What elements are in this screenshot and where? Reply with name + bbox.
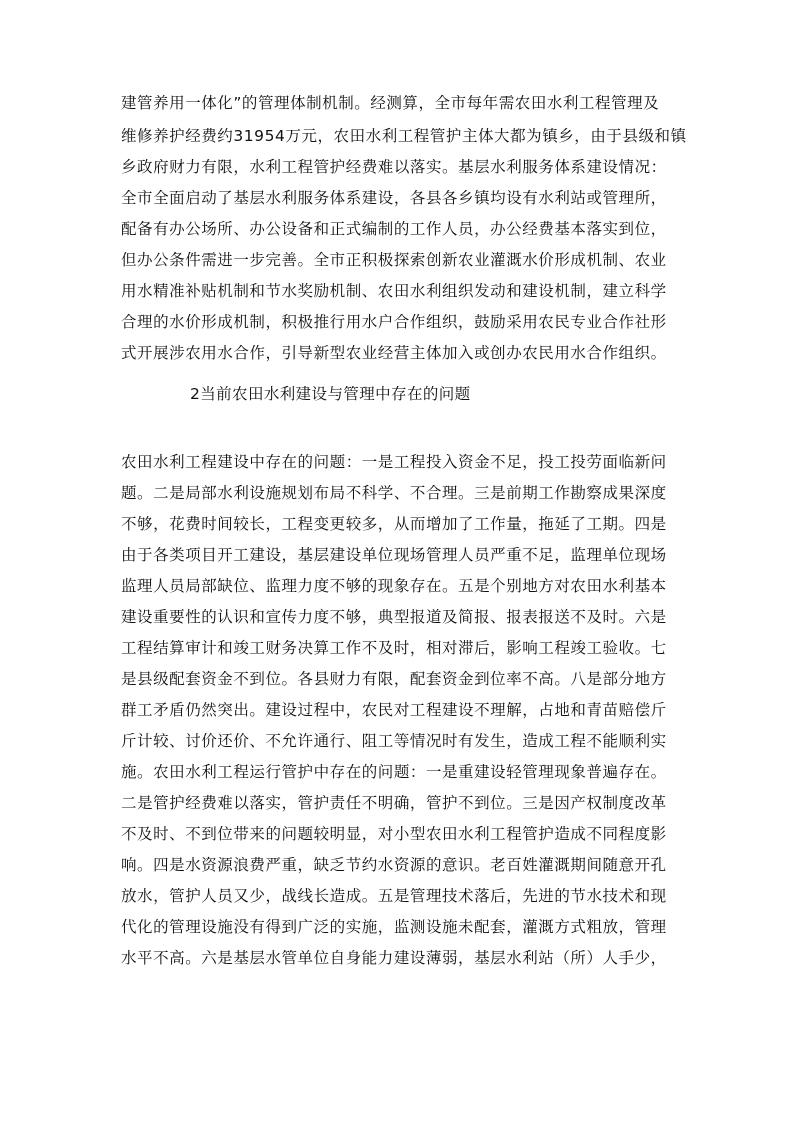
text-line: 式开展涉农用水合作，引导新型农业经营主体加入或创办农民用水合作组织。 xyxy=(121,344,667,362)
text-line: 工程结算审计和竣工财务决算工作不及时，相对滞后，影响工程竣工验收。七 xyxy=(121,639,667,657)
text-line: 水平不高。六是基层水管单位自身能力建设薄弱，基层水利站（所）人手少， xyxy=(121,949,667,967)
text-line: 维修养护经费约31954万元，农田水利工程管护主体大都为镇乡，由于县级和镇 xyxy=(121,127,687,145)
text-line: 放水，管护人员又少，战线长造成。五是管理技术落后，先进的节水技术和现 xyxy=(121,887,667,905)
text-line: 农田水利工程建设中存在的问题：一是工程投入资金不足，投工投劳面临新问 xyxy=(121,453,667,471)
text-line: 建设重要性的认识和宣传力度不够，典型报道及简报、报表报送不及时。六是 xyxy=(121,608,667,626)
text-line: 合理的水价形成机制，积极推行用水户合作组织，鼓励采用农民专业合作社形 xyxy=(121,313,667,331)
text-line: 响。四是水资源浪费严重，缺乏节约水资源的意识。老百姓灌溉期间随意开孔 xyxy=(121,856,667,874)
text-line: 不够，花费时间较长，工程变更较多，从而增加了工作量，拖延了工期。四是 xyxy=(121,515,667,533)
text-line: 全市全面启动了基层水利服务体系建设，各县各乡镇均设有水利站或管理所， xyxy=(121,189,667,207)
text-line: 施。农田水利工程运行管护中存在的问题：一是重建设轻管理现象普遍存在。 xyxy=(121,763,667,781)
text-line: 用水精准补贴机制和节水奖励机制、农田水利组织发动和建设机制，建立科学 xyxy=(121,282,667,300)
text-line: 由于各类项目开工建设，基层建设单位现场管理人员严重不足，监理单位现场 xyxy=(121,546,667,564)
text-line: 配备有办公场所、办公设备和正式编制的工作人员，办公经费基本落实到位， xyxy=(121,220,667,238)
text-line: 监理人员局部缺位、监理力度不够的现象存在。五是个别地方对农田水利基本 xyxy=(121,577,667,595)
text-line: 是县级配套资金不到位。各县财力有限，配套资金到位率不高。八是部分地方 xyxy=(121,670,667,688)
text-line: 但办公条件需进一步完善。全市正积极探索创新农业灌溉水价形成机制、农业 xyxy=(121,251,667,269)
text-line: 建管养用一体化”的管理体制机制。经测算，全市每年需农田水利工程管理及 xyxy=(121,94,660,112)
text-line: 斤计较、讨价还价、不允许通行、阻工等情况时有发生，造成工程不能顺利实 xyxy=(121,732,667,750)
text-line: 代化的管理设施没有得到广泛的实施，监测设施未配套，灌溉方式粗放，管理 xyxy=(121,918,667,936)
section-heading: 2当前农田水利建设与管理中存在的问题 xyxy=(190,385,471,403)
text-line: 题。二是局部水利设施规划布局不科学、不合理。三是前期工作勘察成果深度 xyxy=(121,484,667,502)
text-line: 乡政府财力有限，水利工程管护经费难以落实。基层水利服务体系建设情况： xyxy=(121,158,667,176)
text-line: 二是管护经费难以落实，管护责任不明确，管护不到位。三是因产权制度改革 xyxy=(121,794,667,812)
text-line: 群工矛盾仍然突出。建设过程中，农民对工程建设不理解，占地和青苗赔偿斤 xyxy=(121,701,667,719)
text-line: 不及时、不到位带来的问题较明显，对小型农田水利工程管护造成不同程度影 xyxy=(121,825,667,843)
